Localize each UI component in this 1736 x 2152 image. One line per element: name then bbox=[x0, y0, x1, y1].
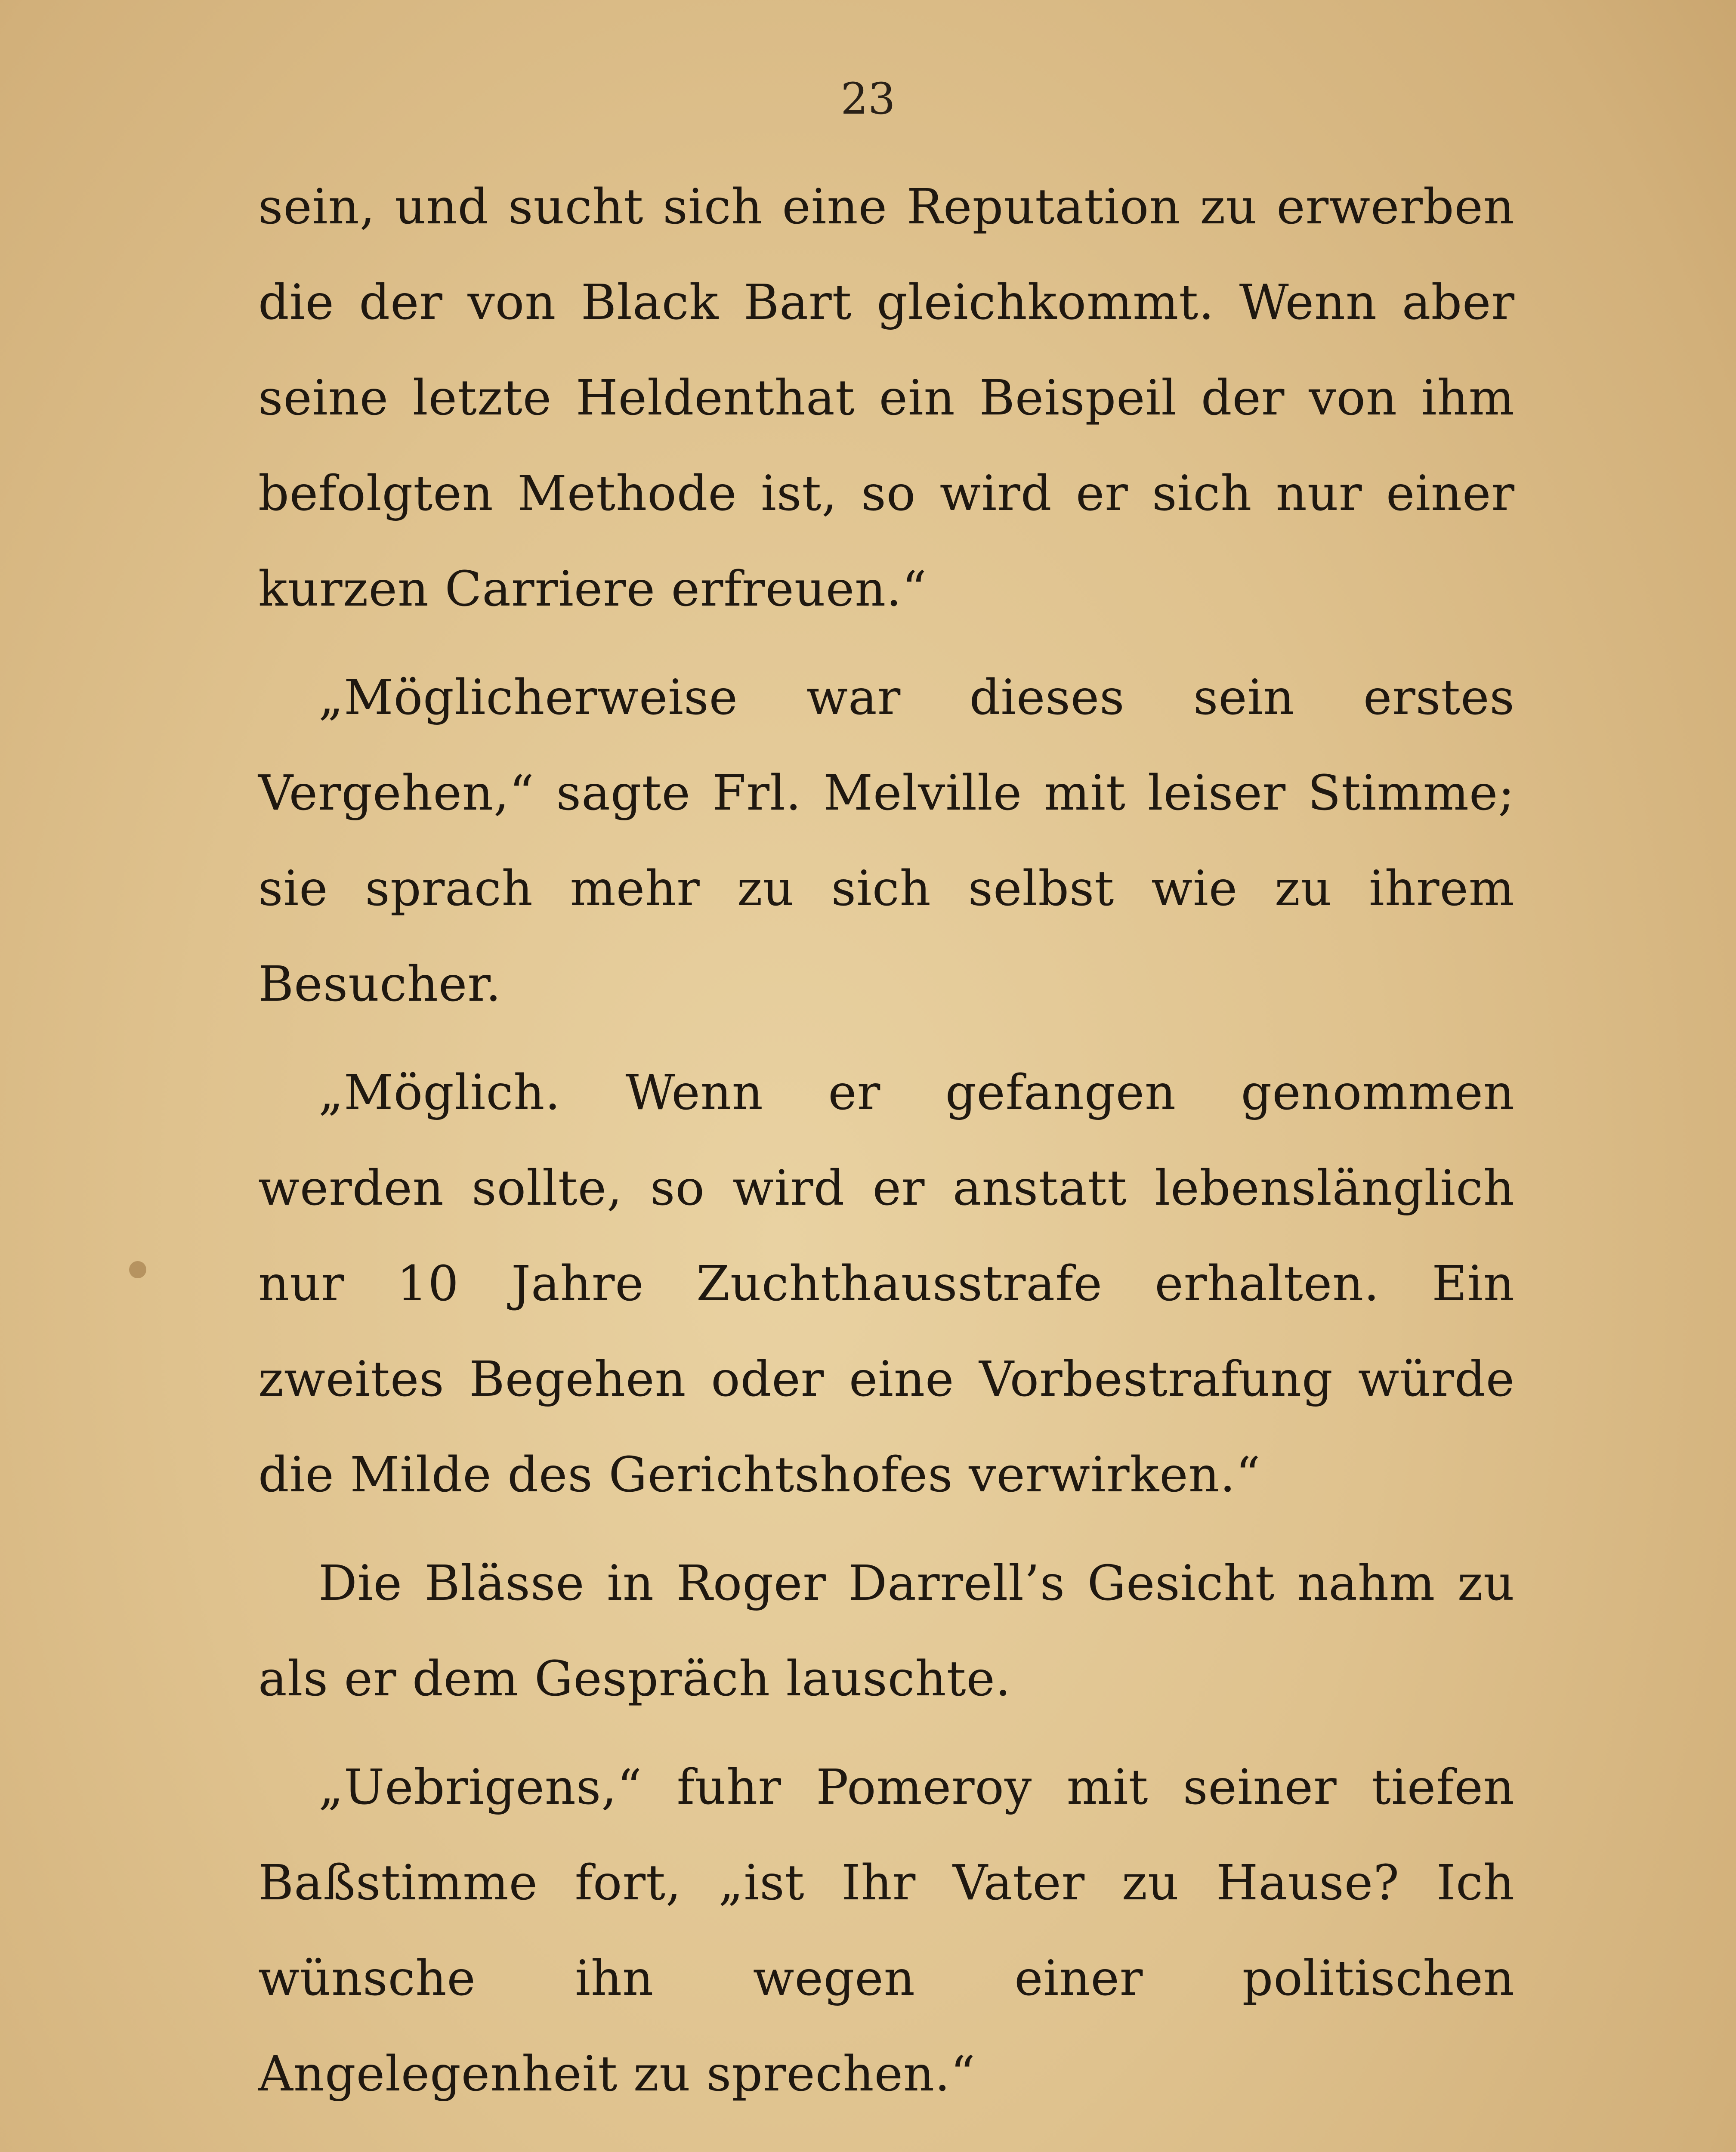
paragraph: sein, und sucht sich eine Reputation zu erwerben die der von Black Bart gleichkommt. Wenn aber seine letzte Heldenthat ein Beispeil der von ihm befolgten Methode ist, so wird er sich nur einer kurzen Carriere erfreuen.“ bbox=[258, 179, 1515, 617]
paper-stain bbox=[129, 1261, 146, 1278]
paragraph: „Möglicherweise war dieses sein erstes Vergehen,“ sagte Frl. Melville mit leiser Stimme; sie sprach mehr zu sich selbst wie zu ihrem Besucher. bbox=[258, 670, 1515, 1012]
paragraph: Die Blässe in Roger Darrell’s Gesicht nahm zu als er dem Gespräch lauschte. bbox=[258, 1555, 1515, 1707]
paragraph: „Möglich. Wenn er gefangen genommen werden sollte, so wird er anstatt lebenslänglich nur 10 Jahre Zuchthausstrafe erhalten. Ein zweites Begehen oder eine Vorbestrafung würde die Milde des Gerichtshofes verwirken.“ bbox=[258, 1065, 1515, 1503]
paragraph bbox=[258, 2135, 1515, 2152]
text-block bbox=[258, 159, 1515, 2152]
paragraph: „Uebrigens,“ fuhr Pomeroy mit seiner tiefen Baßstimme fort, „ist Ihr Vater zu Hause? Ich wünsche ihn wegen einer politischen Angelegenheit zu sprechen.“ bbox=[258, 1759, 1515, 2102]
page-number: 23 bbox=[840, 74, 896, 124]
